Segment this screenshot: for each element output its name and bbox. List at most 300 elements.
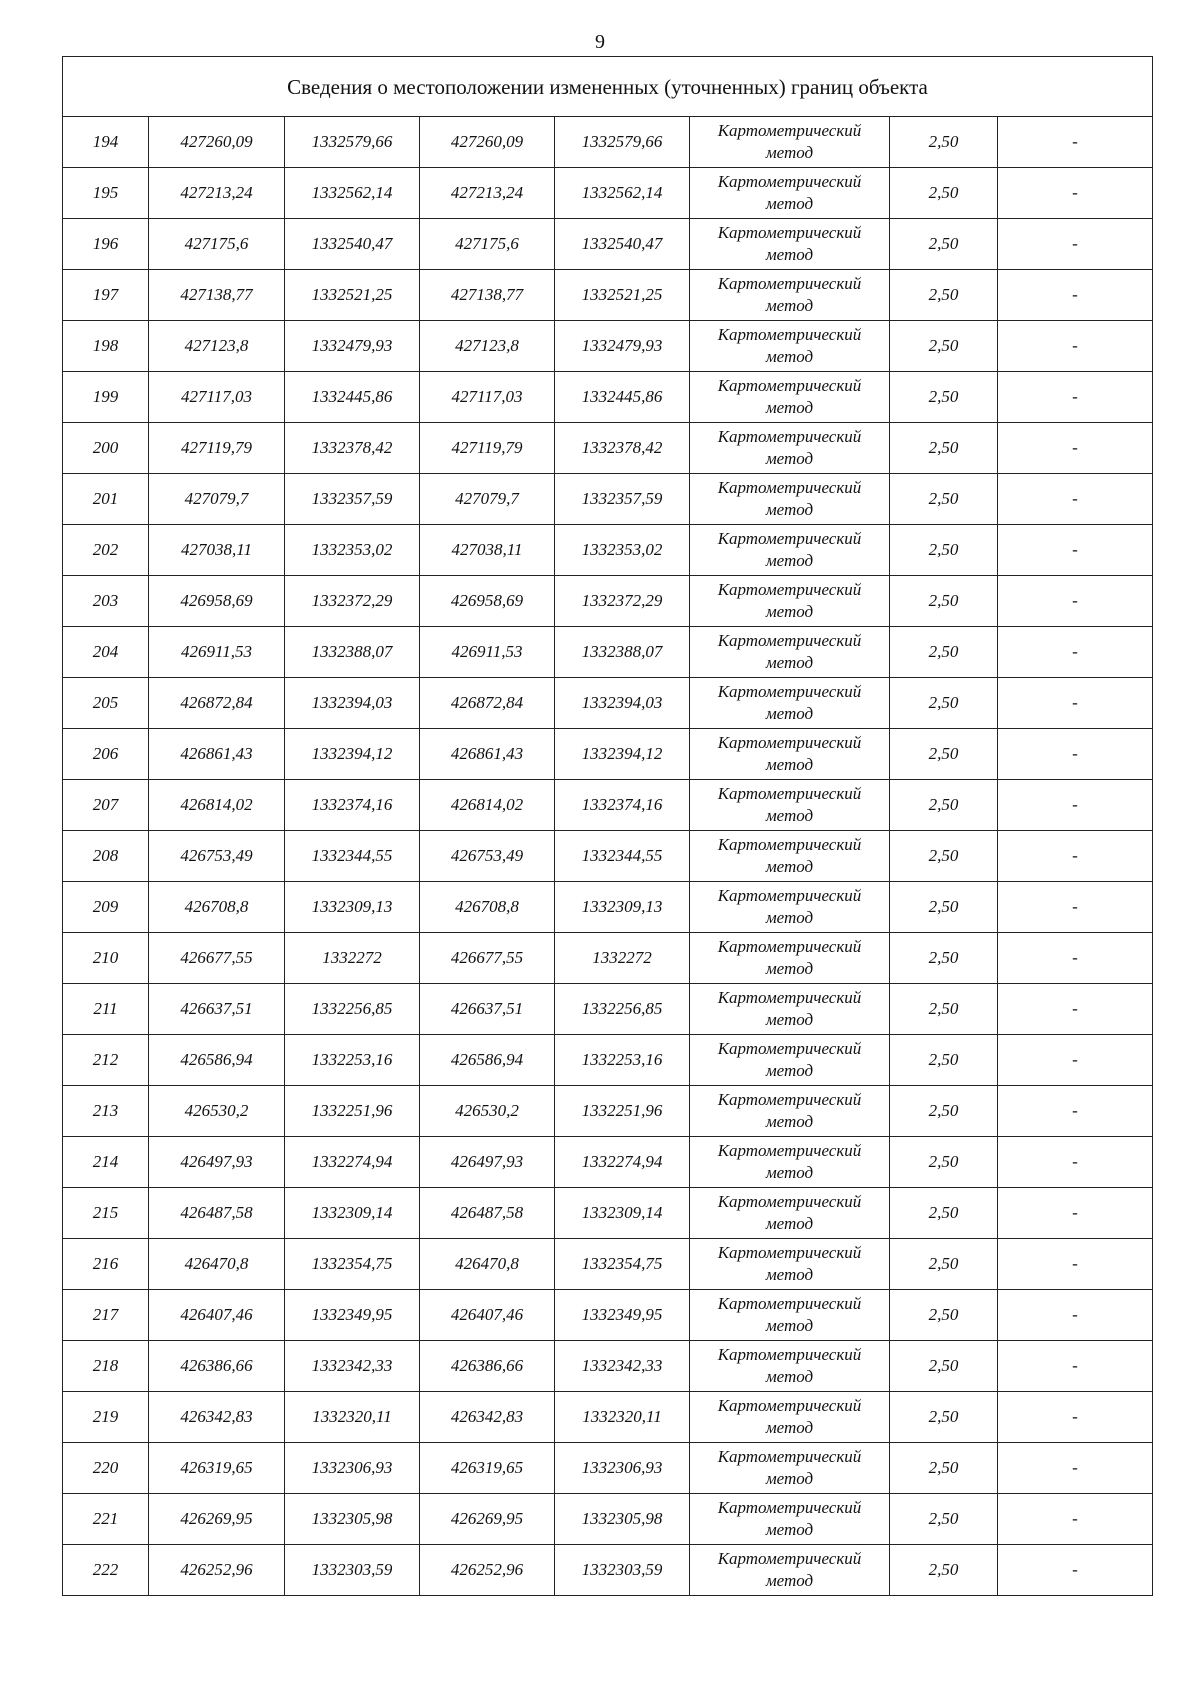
y-existing-cell: 1332394,12	[285, 729, 420, 780]
method-line2: метод	[765, 1316, 814, 1335]
y-existing-cell: 1332342,33	[285, 1341, 420, 1392]
y-existing-cell: 1332251,96	[285, 1086, 420, 1137]
x-new-cell: 426753,49	[420, 831, 555, 882]
method-line1: Картометрический	[717, 1039, 862, 1058]
method-cell	[690, 270, 890, 321]
method-line1: Картометрический	[717, 223, 862, 242]
method-line1: Картометрический	[717, 1396, 862, 1415]
y-new-cell: 1332305,98	[555, 1494, 690, 1545]
y-existing-cell: 1332253,16	[285, 1035, 420, 1086]
method-line1: Картометрический	[717, 1447, 862, 1466]
method-line1: Картометрический	[717, 1345, 862, 1364]
description-cell: -	[998, 321, 1153, 372]
y-existing-cell: 1332521,25	[285, 270, 420, 321]
x-existing-cell: 426958,69	[149, 576, 285, 627]
x-new-cell: 426252,96	[420, 1545, 555, 1596]
description-cell: -	[998, 729, 1153, 780]
table-row	[63, 576, 1153, 627]
method-cell	[690, 1443, 890, 1494]
description-cell: -	[998, 372, 1153, 423]
method-line2: метод	[765, 1469, 814, 1488]
y-new-cell: 1332372,29	[555, 576, 690, 627]
table-row	[63, 117, 1153, 168]
accuracy-cell: 2,50	[890, 1494, 998, 1545]
y-existing-cell: 1332372,29	[285, 576, 420, 627]
method-cell	[690, 423, 890, 474]
accuracy-cell: 2,50	[890, 576, 998, 627]
method-cell	[690, 576, 890, 627]
x-existing-cell: 427117,03	[149, 372, 285, 423]
description-cell: -	[998, 525, 1153, 576]
table-row	[63, 423, 1153, 474]
y-new-cell: 1332344,55	[555, 831, 690, 882]
description-cell: -	[998, 1035, 1153, 1086]
method-line1: Картометрический	[717, 580, 862, 599]
y-existing-cell: 1332272	[285, 933, 420, 984]
y-existing-cell: 1332306,93	[285, 1443, 420, 1494]
x-existing-cell: 426470,8	[149, 1239, 285, 1290]
y-new-cell: 1332342,33	[555, 1341, 690, 1392]
description-cell: -	[998, 1137, 1153, 1188]
method-line1: Картометрический	[717, 886, 862, 905]
y-existing-cell: 1332374,16	[285, 780, 420, 831]
method-line1: Картометрический	[717, 733, 862, 752]
y-new-cell: 1332540,47	[555, 219, 690, 270]
method-line1: Картометрический	[717, 1294, 862, 1313]
x-existing-cell: 426252,96	[149, 1545, 285, 1596]
table-row	[63, 1545, 1153, 1596]
description-cell: -	[998, 1545, 1153, 1596]
method-cell	[690, 1137, 890, 1188]
y-new-cell: 1332479,93	[555, 321, 690, 372]
accuracy-cell: 2,50	[890, 525, 998, 576]
accuracy-cell: 2,50	[890, 1188, 998, 1239]
x-new-cell: 427079,7	[420, 474, 555, 525]
point-number-cell: 220	[63, 1443, 149, 1494]
y-existing-cell: 1332320,11	[285, 1392, 420, 1443]
method-line2: метод	[765, 245, 814, 264]
method-cell	[690, 1545, 890, 1596]
accuracy-cell: 2,50	[890, 1392, 998, 1443]
accuracy-cell: 2,50	[890, 729, 998, 780]
y-new-cell: 1332374,16	[555, 780, 690, 831]
point-number-cell: 198	[63, 321, 149, 372]
description-cell: -	[998, 270, 1153, 321]
point-number-cell: 197	[63, 270, 149, 321]
accuracy-cell: 2,50	[890, 1545, 998, 1596]
y-existing-cell: 1332353,02	[285, 525, 420, 576]
x-new-cell: 426487,58	[420, 1188, 555, 1239]
point-number-cell: 196	[63, 219, 149, 270]
description-cell: -	[998, 1290, 1153, 1341]
accuracy-cell: 2,50	[890, 423, 998, 474]
table-row	[63, 984, 1153, 1035]
accuracy-cell: 2,50	[890, 474, 998, 525]
point-number-cell: 219	[63, 1392, 149, 1443]
x-existing-cell: 427213,24	[149, 168, 285, 219]
x-new-cell: 426677,55	[420, 933, 555, 984]
method-line1: Картометрический	[717, 529, 862, 548]
method-cell	[690, 1494, 890, 1545]
table-row	[63, 1392, 1153, 1443]
method-line2: метод	[765, 1214, 814, 1233]
method-line2: метод	[765, 296, 814, 315]
method-line1: Картометрический	[717, 478, 862, 497]
method-line2: метод	[765, 194, 814, 213]
x-existing-cell: 427123,8	[149, 321, 285, 372]
y-new-cell: 1332251,96	[555, 1086, 690, 1137]
table-row	[63, 729, 1153, 780]
x-new-cell: 426269,95	[420, 1494, 555, 1545]
method-cell	[690, 780, 890, 831]
table-row	[63, 627, 1153, 678]
y-existing-cell: 1332388,07	[285, 627, 420, 678]
y-new-cell: 1332357,59	[555, 474, 690, 525]
method-line2: метод	[765, 1265, 814, 1284]
method-cell	[690, 372, 890, 423]
x-existing-cell: 426861,43	[149, 729, 285, 780]
table-row	[63, 1086, 1153, 1137]
point-number-cell: 211	[63, 984, 149, 1035]
table-row	[63, 1443, 1153, 1494]
y-new-cell: 1332388,07	[555, 627, 690, 678]
x-new-cell: 426911,53	[420, 627, 555, 678]
point-number-cell: 218	[63, 1341, 149, 1392]
accuracy-cell: 2,50	[890, 1035, 998, 1086]
x-new-cell: 426319,65	[420, 1443, 555, 1494]
method-line2: метод	[765, 755, 814, 774]
x-existing-cell: 426407,46	[149, 1290, 285, 1341]
accuracy-cell: 2,50	[890, 321, 998, 372]
point-number-cell: 209	[63, 882, 149, 933]
table-row	[63, 525, 1153, 576]
y-existing-cell: 1332378,42	[285, 423, 420, 474]
y-existing-cell: 1332357,59	[285, 474, 420, 525]
point-number-cell: 213	[63, 1086, 149, 1137]
x-existing-cell: 427260,09	[149, 117, 285, 168]
x-existing-cell: 426342,83	[149, 1392, 285, 1443]
y-existing-cell: 1332256,85	[285, 984, 420, 1035]
y-new-cell: 1332274,94	[555, 1137, 690, 1188]
x-new-cell: 427123,8	[420, 321, 555, 372]
method-cell	[690, 882, 890, 933]
y-new-cell: 1332320,11	[555, 1392, 690, 1443]
x-new-cell: 426470,8	[420, 1239, 555, 1290]
y-existing-cell: 1332479,93	[285, 321, 420, 372]
method-cell	[690, 984, 890, 1035]
x-existing-cell: 427038,11	[149, 525, 285, 576]
y-new-cell: 1332445,86	[555, 372, 690, 423]
method-cell	[690, 1035, 890, 1086]
y-new-cell: 1332256,85	[555, 984, 690, 1035]
description-cell: -	[998, 882, 1153, 933]
table-row	[63, 474, 1153, 525]
point-number-cell: 210	[63, 933, 149, 984]
x-new-cell: 427138,77	[420, 270, 555, 321]
method-cell	[690, 1290, 890, 1341]
point-number-cell: 204	[63, 627, 149, 678]
x-new-cell: 427213,24	[420, 168, 555, 219]
x-new-cell: 426386,66	[420, 1341, 555, 1392]
x-existing-cell: 426530,2	[149, 1086, 285, 1137]
x-existing-cell: 426677,55	[149, 933, 285, 984]
description-cell: -	[998, 627, 1153, 678]
method-line2: метод	[765, 551, 814, 570]
description-cell: -	[998, 423, 1153, 474]
method-line1: Картометрический	[717, 325, 862, 344]
page-number: 9	[595, 31, 605, 53]
point-number-cell: 206	[63, 729, 149, 780]
method-line1: Картометрический	[717, 1090, 862, 1109]
method-line2: метод	[765, 1010, 814, 1029]
method-cell	[690, 168, 890, 219]
table-row	[63, 1290, 1153, 1341]
x-new-cell: 427260,09	[420, 117, 555, 168]
method-line2: метод	[765, 806, 814, 825]
accuracy-cell: 2,50	[890, 1137, 998, 1188]
x-existing-cell: 427119,79	[149, 423, 285, 474]
x-existing-cell: 426586,94	[149, 1035, 285, 1086]
x-existing-cell: 426637,51	[149, 984, 285, 1035]
y-new-cell: 1332521,25	[555, 270, 690, 321]
x-new-cell: 427038,11	[420, 525, 555, 576]
method-line2: метод	[765, 1571, 814, 1590]
y-existing-cell: 1332274,94	[285, 1137, 420, 1188]
method-line1: Картометрический	[717, 1192, 862, 1211]
x-existing-cell: 426708,8	[149, 882, 285, 933]
point-number-cell: 214	[63, 1137, 149, 1188]
method-line1: Картометрический	[717, 274, 862, 293]
y-new-cell: 1332394,03	[555, 678, 690, 729]
method-line1: Картометрический	[717, 682, 862, 701]
x-existing-cell: 426269,95	[149, 1494, 285, 1545]
method-line1: Картометрический	[717, 937, 862, 956]
x-new-cell: 426861,43	[420, 729, 555, 780]
method-cell	[690, 1341, 890, 1392]
y-new-cell: 1332306,93	[555, 1443, 690, 1494]
point-number-cell: 202	[63, 525, 149, 576]
point-number-cell: 215	[63, 1188, 149, 1239]
x-existing-cell: 427138,77	[149, 270, 285, 321]
point-number-cell: 205	[63, 678, 149, 729]
y-existing-cell: 1332562,14	[285, 168, 420, 219]
method-cell	[690, 525, 890, 576]
method-line2: метод	[765, 1112, 814, 1131]
method-line1: Картометрический	[717, 631, 862, 650]
x-new-cell: 426530,2	[420, 1086, 555, 1137]
description-cell: -	[998, 780, 1153, 831]
table-row	[63, 1035, 1153, 1086]
table-row	[63, 270, 1153, 321]
accuracy-cell: 2,50	[890, 372, 998, 423]
description-cell: -	[998, 168, 1153, 219]
y-new-cell: 1332309,14	[555, 1188, 690, 1239]
description-cell: -	[998, 576, 1153, 627]
method-cell	[690, 831, 890, 882]
x-new-cell: 426872,84	[420, 678, 555, 729]
x-new-cell: 426814,02	[420, 780, 555, 831]
y-new-cell: 1332253,16	[555, 1035, 690, 1086]
table-row	[63, 1341, 1153, 1392]
method-line2: метод	[765, 347, 814, 366]
accuracy-cell: 2,50	[890, 117, 998, 168]
table-row	[63, 168, 1153, 219]
method-line2: метод	[765, 857, 814, 876]
method-line2: метод	[765, 908, 814, 927]
description-cell: -	[998, 1392, 1153, 1443]
y-new-cell: 1332562,14	[555, 168, 690, 219]
method-cell	[690, 321, 890, 372]
point-number-cell: 201	[63, 474, 149, 525]
table-body	[63, 57, 1153, 1596]
point-number-cell: 216	[63, 1239, 149, 1290]
y-new-cell: 1332309,13	[555, 882, 690, 933]
method-cell	[690, 729, 890, 780]
method-line2: метод	[765, 959, 814, 978]
description-cell: -	[998, 1086, 1153, 1137]
table-row	[63, 882, 1153, 933]
y-existing-cell: 1332309,14	[285, 1188, 420, 1239]
y-new-cell: 1332303,59	[555, 1545, 690, 1596]
method-line2: метод	[765, 704, 814, 723]
x-new-cell: 427119,79	[420, 423, 555, 474]
accuracy-cell: 2,50	[890, 831, 998, 882]
x-existing-cell: 426911,53	[149, 627, 285, 678]
method-line2: метод	[765, 449, 814, 468]
method-cell	[690, 933, 890, 984]
method-line1: Картометрический	[717, 835, 862, 854]
accuracy-cell: 2,50	[890, 678, 998, 729]
method-line1: Картометрический	[717, 1498, 862, 1517]
method-line1: Картометрический	[717, 784, 862, 803]
description-cell: -	[998, 933, 1153, 984]
description-cell: -	[998, 1494, 1153, 1545]
y-existing-cell: 1332349,95	[285, 1290, 420, 1341]
x-new-cell: 426637,51	[420, 984, 555, 1035]
table-row	[63, 1188, 1153, 1239]
x-existing-cell: 426753,49	[149, 831, 285, 882]
description-cell: -	[998, 474, 1153, 525]
y-new-cell: 1332579,66	[555, 117, 690, 168]
table-title: Сведения о местоположении измененных (уточненных) границ объекта	[63, 57, 1153, 117]
y-existing-cell: 1332344,55	[285, 831, 420, 882]
point-number-cell: 194	[63, 117, 149, 168]
method-cell	[690, 117, 890, 168]
table-row	[63, 831, 1153, 882]
x-existing-cell: 426814,02	[149, 780, 285, 831]
method-line2: метод	[765, 1163, 814, 1182]
description-cell: -	[998, 678, 1153, 729]
accuracy-cell: 2,50	[890, 270, 998, 321]
x-existing-cell: 427079,7	[149, 474, 285, 525]
y-existing-cell: 1332579,66	[285, 117, 420, 168]
table-row	[63, 1137, 1153, 1188]
method-cell	[690, 1392, 890, 1443]
method-line1: Картометрический	[717, 1243, 862, 1262]
method-cell	[690, 678, 890, 729]
x-new-cell: 426407,46	[420, 1290, 555, 1341]
point-number-cell: 199	[63, 372, 149, 423]
method-cell	[690, 1239, 890, 1290]
method-line2: метод	[765, 398, 814, 417]
table-row	[63, 780, 1153, 831]
y-new-cell: 1332272	[555, 933, 690, 984]
method-line2: метод	[765, 500, 814, 519]
y-new-cell: 1332394,12	[555, 729, 690, 780]
accuracy-cell: 2,50	[890, 882, 998, 933]
method-cell	[690, 219, 890, 270]
method-line1: Картометрический	[717, 988, 862, 1007]
accuracy-cell: 2,50	[890, 780, 998, 831]
x-existing-cell: 426872,84	[149, 678, 285, 729]
description-cell: -	[998, 984, 1153, 1035]
method-line2: метод	[765, 143, 814, 162]
description-cell: -	[998, 1443, 1153, 1494]
x-new-cell: 427175,6	[420, 219, 555, 270]
method-line1: Картометрический	[717, 1141, 862, 1160]
accuracy-cell: 2,50	[890, 1239, 998, 1290]
accuracy-cell: 2,50	[890, 1290, 998, 1341]
point-number-cell: 200	[63, 423, 149, 474]
table-row	[63, 321, 1153, 372]
x-new-cell: 426497,93	[420, 1137, 555, 1188]
x-new-cell: 427117,03	[420, 372, 555, 423]
table-row	[63, 372, 1153, 423]
table-row	[63, 219, 1153, 270]
accuracy-cell: 2,50	[890, 933, 998, 984]
y-existing-cell: 1332309,13	[285, 882, 420, 933]
method-cell	[690, 474, 890, 525]
method-line1: Картометрический	[717, 376, 862, 395]
description-cell: -	[998, 1341, 1153, 1392]
x-existing-cell: 427175,6	[149, 219, 285, 270]
description-cell: -	[998, 1239, 1153, 1290]
y-new-cell: 1332349,95	[555, 1290, 690, 1341]
table-row	[63, 1494, 1153, 1545]
y-new-cell: 1332353,02	[555, 525, 690, 576]
method-line2: метод	[765, 1367, 814, 1386]
method-cell	[690, 627, 890, 678]
x-new-cell: 426708,8	[420, 882, 555, 933]
description-cell: -	[998, 219, 1153, 270]
accuracy-cell: 2,50	[890, 168, 998, 219]
accuracy-cell: 2,50	[890, 1086, 998, 1137]
description-cell: -	[998, 1188, 1153, 1239]
description-cell: -	[998, 117, 1153, 168]
method-line1: Картометрический	[717, 1549, 862, 1568]
table-row	[63, 678, 1153, 729]
x-new-cell: 426342,83	[420, 1392, 555, 1443]
accuracy-cell: 2,50	[890, 1443, 998, 1494]
x-existing-cell: 426386,66	[149, 1341, 285, 1392]
method-line2: метод	[765, 653, 814, 672]
boundary-coordinates-table	[62, 56, 1153, 1596]
accuracy-cell: 2,50	[890, 984, 998, 1035]
y-existing-cell: 1332305,98	[285, 1494, 420, 1545]
x-new-cell: 426958,69	[420, 576, 555, 627]
point-number-cell: 195	[63, 168, 149, 219]
point-number-cell: 203	[63, 576, 149, 627]
method-line2: метод	[765, 1418, 814, 1437]
point-number-cell: 207	[63, 780, 149, 831]
x-existing-cell: 426487,58	[149, 1188, 285, 1239]
method-cell	[690, 1188, 890, 1239]
point-number-cell: 208	[63, 831, 149, 882]
x-new-cell: 426586,94	[420, 1035, 555, 1086]
y-existing-cell: 1332394,03	[285, 678, 420, 729]
table-row	[63, 1239, 1153, 1290]
method-line2: метод	[765, 602, 814, 621]
